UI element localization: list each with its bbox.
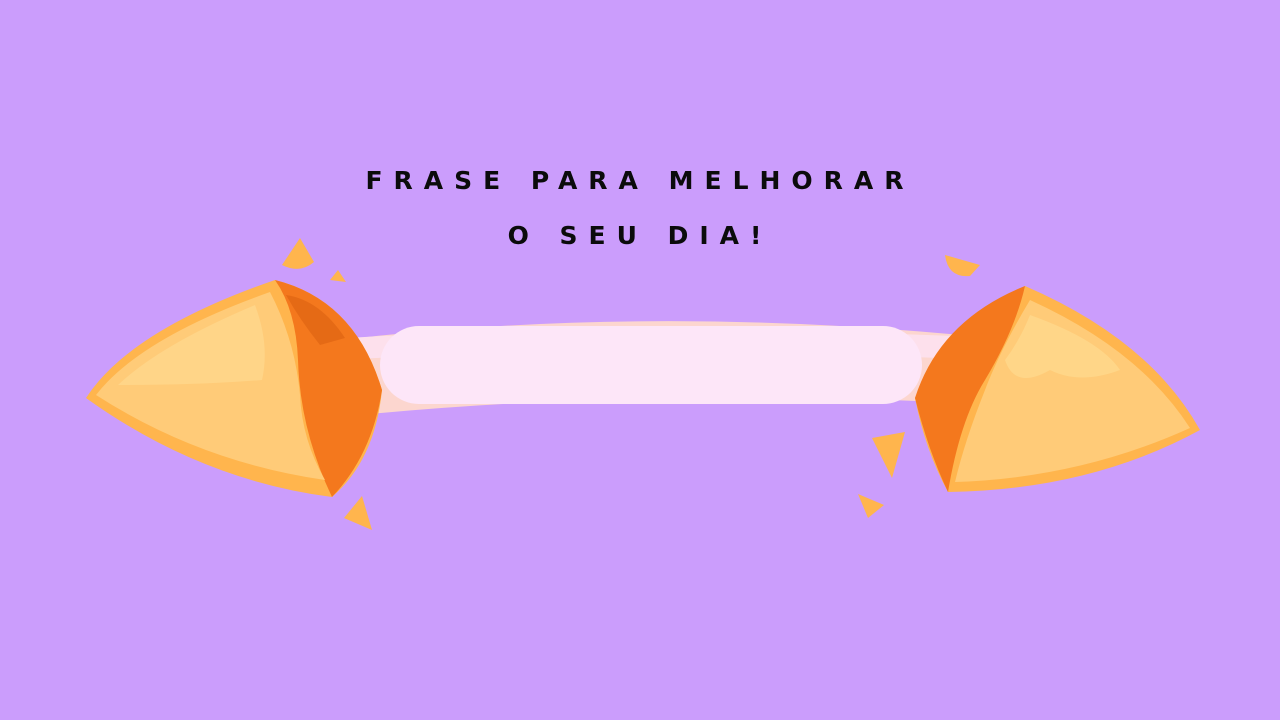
crumb-icon: [945, 255, 980, 276]
page-title-line-2: O SEU DIA!: [507, 221, 773, 250]
fortune-cookie-right-icon: [915, 286, 1200, 492]
crumb-icon: [282, 238, 314, 269]
crumb-icon: [858, 494, 884, 518]
crumb-icon: [330, 270, 346, 282]
crumb-icon: [344, 496, 372, 530]
fortune-message-slip[interactable]: [380, 326, 922, 404]
fortune-cookie-left-icon: [86, 280, 382, 497]
page-title-line-1: FRASE PARA MELHORAR: [365, 166, 915, 195]
crumb-icon: [872, 432, 905, 478]
